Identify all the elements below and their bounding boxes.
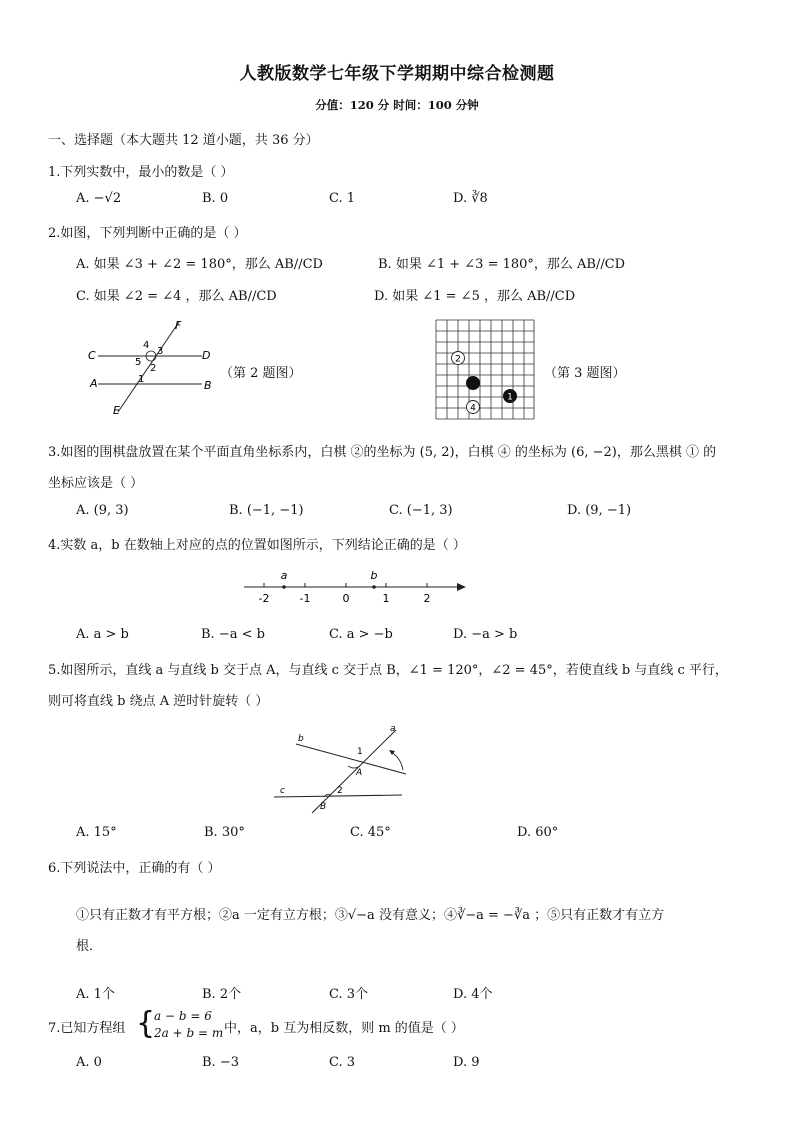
system-brace: { xyxy=(136,1006,156,1041)
tick-label: 0 xyxy=(342,592,350,605)
q5-option-c: C. 45° xyxy=(350,825,391,840)
q7-option-d: D. 9 xyxy=(453,1055,480,1070)
label-C: C xyxy=(88,349,96,362)
point-B-label: B xyxy=(320,802,327,812)
q4-option-a: A. a > b xyxy=(76,627,129,642)
question-6-statements-end: 根． xyxy=(76,939,103,954)
label-3: 3 xyxy=(157,346,164,357)
q6-option-d: D. 4个 xyxy=(453,987,493,1002)
q2-option-b: B. 如果 ∠1 + ∠3 = 180°，那么 AB//CD xyxy=(378,257,626,272)
tick-label: -1 xyxy=(299,592,311,605)
line-c-label: c xyxy=(280,786,285,796)
equation-2: 2a + b = m xyxy=(154,1026,224,1040)
section-heading: 一、选择题（本大题共 12 道小题，共 36 分） xyxy=(48,133,319,148)
tick-label: -2 xyxy=(258,592,270,605)
q4-option-c: C. a > −b xyxy=(329,627,393,642)
label-E: E xyxy=(113,404,120,417)
label-1: 1 xyxy=(138,374,145,385)
line-a-label: a xyxy=(390,724,396,734)
question-6-statements: ①只有正数才有平方根；②a 一定有立方根；③√−a 没有意义；④∛−a = −∛a ；⑤只有正数才有立方 xyxy=(76,908,665,923)
q5-option-b: B. 30° xyxy=(204,825,245,840)
label-F: F xyxy=(175,319,182,332)
page-title: 人教版数学七年级下学期期中综合检测题 xyxy=(239,64,555,84)
q6-option-c: C. 3个 xyxy=(329,987,369,1002)
q3-option-d: D. (9, −1) xyxy=(567,503,632,518)
black-stone xyxy=(467,377,480,390)
q2-figure-caption: （第 2 题图） xyxy=(220,366,302,381)
q6-option-b: B. 2个 xyxy=(202,987,242,1002)
question-7-suffix: 中，a，b 互为相反数，则 m 的值是（ ） xyxy=(224,1021,464,1036)
number-line xyxy=(240,566,470,608)
q4-option-d: D. −a > b xyxy=(453,627,518,642)
label-A: A xyxy=(90,377,98,390)
tick-label: 2 xyxy=(423,592,431,605)
question-5-stem-line1: 5.如图所示，直线 a 与直线 b 交于点 A，与直线 c 交于点 B，∠1 = 120°，∠2 = 45°，若使直线 b 与直线 c 平行， xyxy=(48,663,728,678)
label-D: D xyxy=(202,349,211,362)
q2-option-d: D. 如果 ∠1 = ∠5 ，那么 AB//CD xyxy=(374,289,576,304)
go-board xyxy=(435,319,535,420)
q2-option-c: C. 如果 ∠2 = ∠4 ，那么 AB//CD xyxy=(76,289,277,304)
q1-option-a: A. −√2 xyxy=(76,191,122,206)
q7-option-b: B. −3 xyxy=(202,1055,239,1070)
tick-label: 1 xyxy=(382,592,390,605)
q1-option-b: B. 0 xyxy=(202,191,229,206)
stone-2-label: 2 xyxy=(455,354,461,365)
q7-option-a: A. 0 xyxy=(76,1055,102,1070)
question-4-stem: 4.实数 a，b 在数轴上对应的点的位置如图所示，下列结论正确的是（ ） xyxy=(48,538,466,553)
point-A-label: A xyxy=(356,768,363,778)
q2-option-a: A. 如果 ∠3 + ∠2 = 180°，那么 AB//CD xyxy=(76,257,323,272)
q3-option-b: B. (−1, −1) xyxy=(229,503,304,518)
equation-1: a − b = 6 xyxy=(154,1009,212,1023)
question-7-prefix: 7.已知方程组 xyxy=(48,1021,126,1036)
q1-option-d: D. ∛8 xyxy=(453,191,488,206)
question-2-stem: 2.如图，下列判断中正确的是（ ） xyxy=(48,226,247,241)
exam-info: 分值：120 分 时间：100 分钟 xyxy=(315,98,479,112)
label-B: B xyxy=(204,379,212,392)
stone-1-label: 1 xyxy=(507,392,513,403)
question-3-stem-line1: 3.如图的围棋盘放置在某个平面直角坐标系内，白棋 ②的坐标为 (5, 2)，白棋 ④ 的坐标为 (6, −2)，那么黑棋 ① 的 xyxy=(48,445,717,460)
label-2: 2 xyxy=(150,363,157,374)
angle-1-label: 1 xyxy=(357,747,363,757)
label-4: 4 xyxy=(143,340,150,351)
angle-2-label: 2 xyxy=(337,786,343,796)
question-6-stem: 6.下列说法中，正确的有（ ） xyxy=(48,861,221,876)
line-b-label: b xyxy=(298,734,304,744)
q7-option-c: C. 3 xyxy=(329,1055,356,1070)
q6-option-a: A. 1个 xyxy=(76,987,115,1002)
q5-figure xyxy=(268,720,418,816)
q1-option-c: C. 1 xyxy=(329,191,356,206)
q3-option-a: A. (9, 3) xyxy=(76,503,129,518)
question-1-stem: 1.下列实数中，最小的数是（ ） xyxy=(48,165,234,180)
point-b-label: b xyxy=(370,569,378,582)
label-5: 5 xyxy=(135,357,142,368)
q3-option-c: C. (−1, 3) xyxy=(389,503,453,518)
question-5-stem-line2: 则可将直线 b 绕点 A 逆时针旋转（ ） xyxy=(48,694,269,709)
point-a-label: a xyxy=(280,569,288,582)
question-3-stem-line2: 坐标应该是（ ） xyxy=(48,476,144,491)
q3-figure-caption: （第 3 题图） xyxy=(544,366,626,381)
q4-option-b: B. −a < b xyxy=(201,627,265,642)
q2-figure xyxy=(80,314,230,420)
stone-4-label: 4 xyxy=(470,403,476,414)
q5-option-a: A. 15° xyxy=(76,825,117,840)
q5-option-d: D. 60° xyxy=(517,825,559,840)
